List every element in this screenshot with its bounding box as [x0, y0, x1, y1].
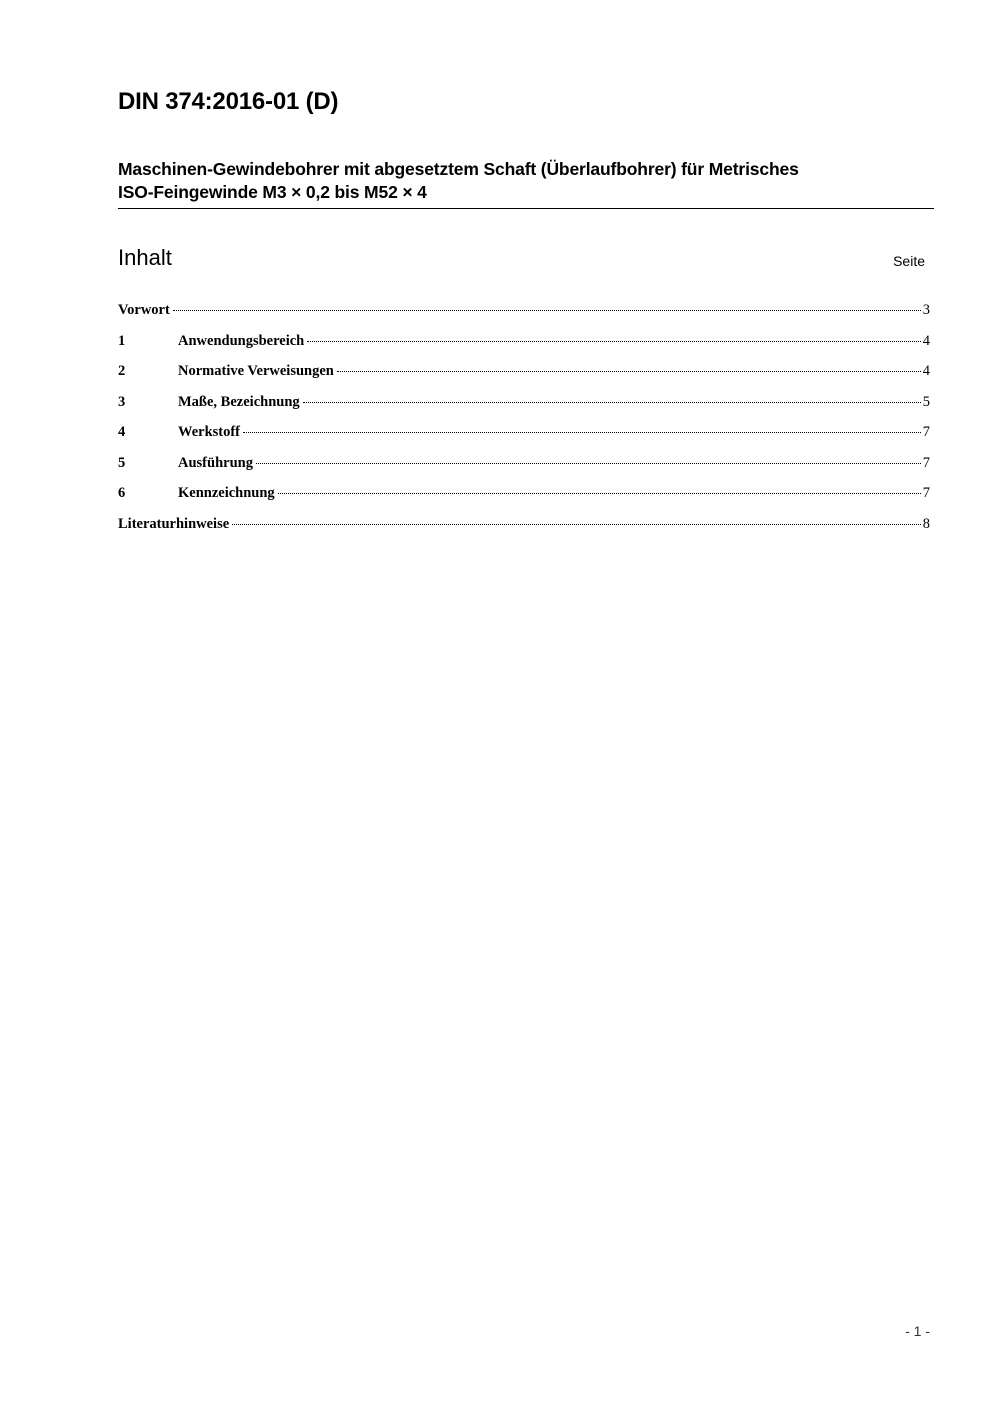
document-title: [118, 158, 934, 209]
toc-entry-number: 2: [118, 363, 126, 379]
toc-entry-page: 4: [922, 363, 930, 379]
toc-entry-number: 4: [118, 424, 126, 440]
toc-dot-leader: [256, 463, 921, 464]
toc-entry-label: Werkstoff: [178, 424, 241, 440]
toc-entry-label: Normative Verweisungen: [178, 363, 334, 379]
toc-entry-werkstoff[interactable]: [118, 424, 930, 455]
toc-entry-vorwort[interactable]: [118, 302, 930, 333]
toc-entry-label: Anwendungsbereich: [178, 332, 305, 349]
page-number: - 1 -: [905, 1323, 930, 1339]
toc-entry-number: 3: [118, 393, 126, 410]
toc-entry-page: 7: [922, 424, 930, 440]
toc-entry-number: 6: [118, 485, 126, 501]
toc-page-column-label: Seite: [893, 253, 925, 269]
toc-entry-anwendungsbereich[interactable]: [118, 333, 930, 364]
toc-entry-label: Vorwort: [118, 302, 170, 318]
toc-entry-number: 1: [118, 332, 126, 349]
toc-dot-leader: [303, 402, 921, 403]
toc-entry-page: 7: [922, 454, 930, 471]
toc-dot-leader: [307, 341, 921, 342]
toc-entry-literaturhinweise[interactable]: [118, 516, 930, 547]
document-id: DIN 374:2016-01 (D): [118, 88, 339, 115]
toc-entry-label: Maße, Bezeichnung: [178, 393, 300, 410]
toc-dot-leader: [173, 310, 921, 311]
toc-entry-normative-verweisungen[interactable]: [118, 363, 930, 394]
toc-entry-masse-bezeichnung[interactable]: [118, 394, 930, 425]
document-title-line-2: ISO-Feingewinde M3 × 0,2 bis M52 × 4: [118, 182, 427, 202]
toc-dot-leader: [278, 493, 921, 494]
toc-entry-label: Kennzeichnung: [178, 485, 275, 501]
toc-entry-kennzeichnung[interactable]: [118, 485, 930, 516]
toc-entry-label: Literaturhinweise: [118, 515, 230, 532]
toc-dot-leader: [243, 432, 921, 433]
toc-entry-page: 5: [922, 393, 930, 410]
toc-entry-page: 4: [922, 332, 930, 349]
toc-entry-page: 8: [922, 515, 930, 532]
toc-dot-leader: [337, 371, 921, 372]
toc-entry-ausfuehrung[interactable]: [118, 455, 930, 486]
toc-entry-page: 3: [922, 302, 930, 318]
toc-heading: Inhalt: [118, 245, 172, 270]
table-of-contents: [118, 302, 930, 546]
toc-dot-leader: [232, 524, 921, 525]
toc-entry-page: 7: [922, 485, 930, 501]
document-title-line-1: Maschinen-Gewindebohrer mit abgesetztem Schaft (Überlaufbohrer) für Metrisches: [118, 159, 799, 179]
toc-entry-label: Ausführung: [178, 454, 253, 471]
toc-entry-number: 5: [118, 454, 126, 471]
